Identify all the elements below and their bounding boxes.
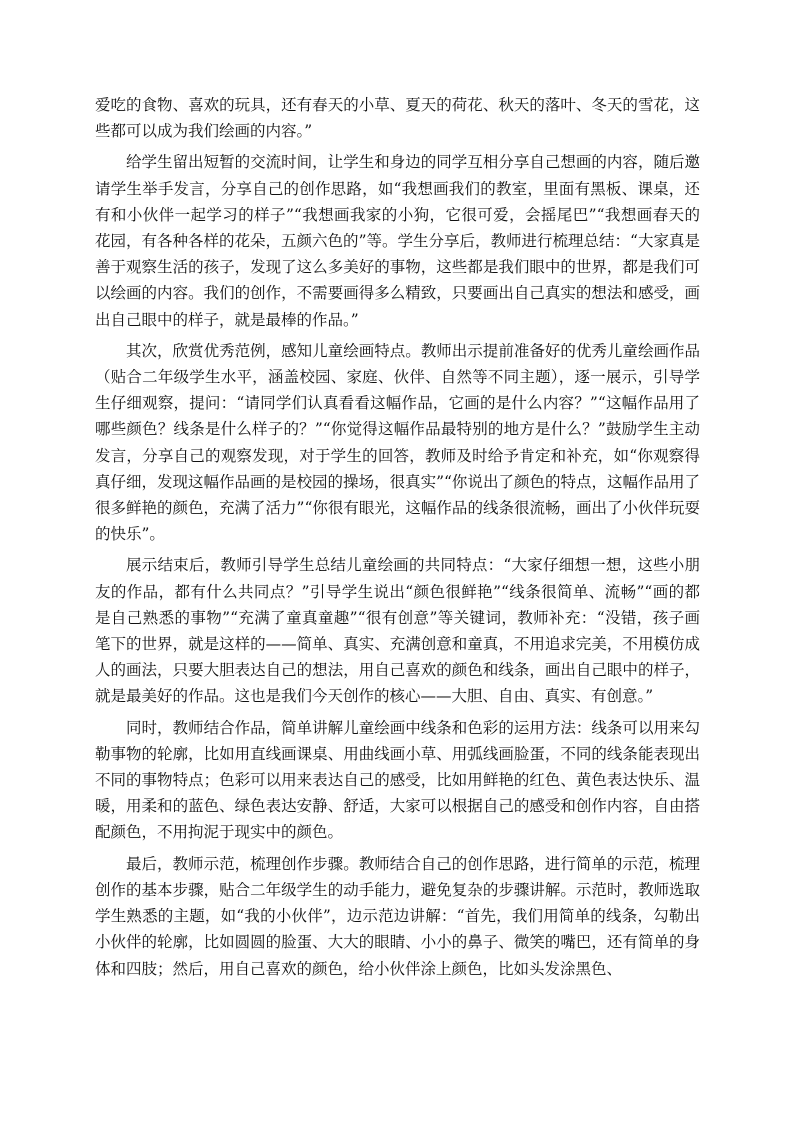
document-body: [95, 92, 700, 982]
paragraph-4: 展示结束后，教师引导学生总结儿童绘画的共同特点：“大家仔细想一想，这些小朋友的作品，都有什么共同点？”引导学生说出“颜色很鲜艳”“线条很简单、流畅”“画的都是自己熟悉的事物”“充满了童真童趣”“很有创意”等关键词，教师补充：“没错，孩子画笔下的世界，就是这样的——简单、真实、充满创意和童真，不用追求完美，不用模仿成人的画法，只要大胆表达自己的想法，用自己喜欢的颜色和线条，画出自己眼中的样子，就是最美好的作品。这也是我们今天创作的核心——大胆、自由、真实、有创意。”: [95, 556, 700, 706]
paragraph-6: 最后，教师示范，梳理创作步骤。教师结合自己的创作思路，进行简单的示范，梳理创作的基本步骤，贴合二年级学生的动手能力，避免复杂的步骤讲解。示范时，教师选取学生熟悉的主题，如“我的小伙伴”，边示范边讲解：“首先，我们用简单的线条，勾勒出小伙伴的轮廓，比如圆圆的脸蛋、大大的眼睛、小小的鼻子、微笑的嘴巴，还有简单的身体和四肢；然后，用自己喜欢的颜色，给小伙伴涂上颜色，比如头发涂黑色、: [95, 854, 700, 978]
paragraph-2: 给学生留出短暂的交流时间，让学生和身边的同学互相分享自己想画的内容，随后邀请学生举手发言，分享自己的创作思路，如“我想画我们的教室，里面有黑板、课桌，还有和小伙伴一起学习的样子”“我想画我家的小狗，它很可爱，会摇尾巴”“我想画春天的花园，有各种各样的花朵，五颜六色的”等。学生分享后，教师进行梳理总结：“大家真是善于观察生活的孩子，发现了这么多美好的事物，这些都是我们眼中的世界，都是我们可以绘画的内容。我们的创作，不需要画得多么精致，只要画出自己真实的想法和感受，画出自己眼中的样子，就是最棒的作品。”: [95, 153, 700, 329]
paragraph-5: 同时，教师结合作品，简单讲解儿童绘画中线条和色彩的运用方法：线条可以用来勾勒事物的轮廓，比如用直线画课桌、用曲线画小草、用弧线画脸蛋，不同的线条能表现出不同的事物特点；色彩可以用来表达自己的感受，比如用鲜艳的红色、黄色表达快乐、温暖，用柔和的蓝色、绿色表达安静、舒适，大家可以根据自己的感受和创作内容，自由搭配颜色，不用拘泥于现实中的颜色。: [95, 718, 700, 842]
paragraph-1: 爱吃的食物、喜欢的玩具，还有春天的小草、夏天的荷花、秋天的落叶、冬天的雪花，这些都可以成为我们绘画的内容。”: [95, 96, 700, 141]
paragraph-3: 其次，欣赏优秀范例，感知儿童绘画特点。教师出示提前准备好的优秀儿童绘画作品（贴合二年级学生水平，涵盖校园、家庭、伙伴、自然等不同主题），逐一展示，引导学生仔细观察，提问：“请同学们认真看看这幅作品，它画的是什么内容？”“这幅作品用了哪些颜色？线条是什么样子的？”“你觉得这幅作品最特别的地方是什么？”鼓励学生主动发言，分享自己的观察发现，对于学生的回答，教师及时给予肯定和补充，如“你观察得真仔细，发现这幅作品画的是校园的操场，很真实”“你说出了颜色的特点，这幅作品用了很多鲜艳的颜色，充满了活力”“你很有眼光，这幅作品的线条很流畅，画出了小伙伴玩耍的快乐”。: [95, 341, 700, 544]
